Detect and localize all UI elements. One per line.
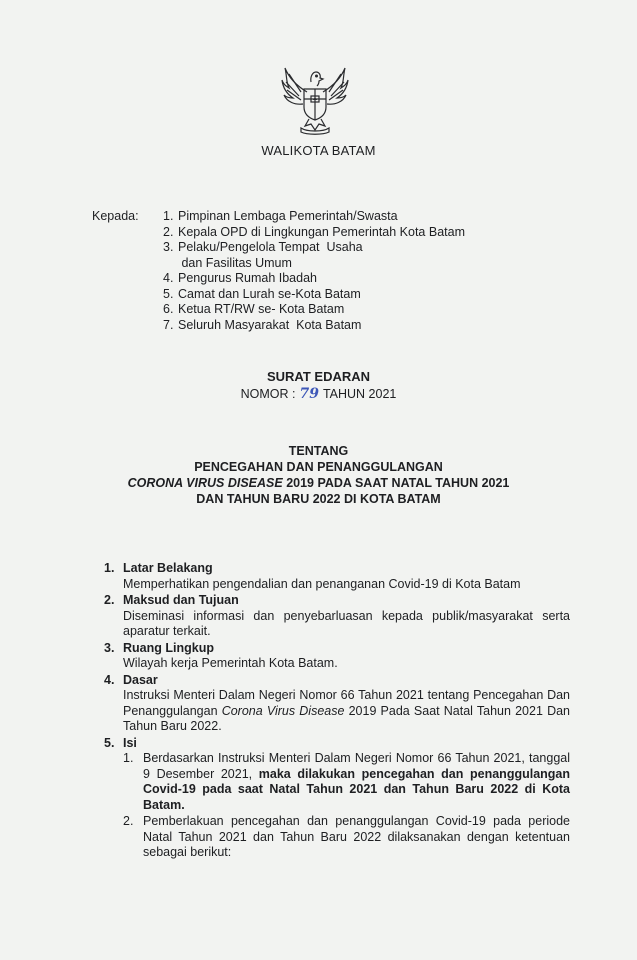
section-heading: Latar Belakang (123, 561, 213, 575)
kepada-label: Kepada: (92, 209, 139, 223)
tentang-heading: TENTANG (288, 444, 349, 458)
list-item: 4. Pengurus Rumah Ibadah (163, 271, 317, 285)
list-item: 2. Kepala OPD di Lingkungan Pemerintah Kota Batam (163, 224, 465, 239)
nomor-value: 79 (299, 386, 319, 402)
section-text: Instruksi Menteri Dalam Negeri Nomor 66 Tahun 2021 tentang Pencegahan Dan Penanggulangan Corona Virus Disease 2019 Pada Saat Natal Tahun 2021 Dan Tahun Baru 2022. (123, 688, 571, 733)
list-item: 1. Berdasarkan Instruksi Menteri Dalam Negeri Nomor 66 Tahun 2021, tanggal 9 Desember 2021, maka dilakukan pencegahan dan penanggulangan Covid-19 pada saat Natal Tahun 2021 dan Tahun Baru 2022 di Kota Batam. (123, 751, 571, 812)
surat-nomor (0, 386, 637, 402)
section-text: Diseminasi informasi dan penyebarluasan kepada publik/masyarakat serta aparatur terkait. (123, 608, 570, 638)
section-heading: Ruang Lingkup (123, 640, 214, 655)
tahun-label: TAHUN 2021 (322, 387, 397, 401)
section-maksud-tujuan: 2. Maksud dan Tujuan Diseminasi informasi dan penyebarluasan kepada publik/masyarakat serta aparatur terkait. (104, 593, 570, 638)
section-heading: Dasar (123, 672, 158, 687)
content-sections (104, 561, 570, 861)
tentang-block (0, 443, 637, 507)
section-heading: Maksud dan Tujuan (123, 593, 239, 607)
tentang-line-1: PENCEGAHAN DAN PENANGGULANGAN (194, 460, 443, 474)
section-dasar: 4. Dasar Instruksi Menteri Dalam Negeri Nomor 66 Tahun 2021 tentang Pencegahan Dan Penanggulangan Corona Virus Disease 2019 Pada Saat Natal Tahun 2021 Dan Tahun Baru 2022. (104, 672, 571, 733)
section-ruang-lingkup: 3. Ruang Lingkup Wilayah kerja Pemerintah Kota Batam. (104, 641, 570, 672)
page-title: WALIKOTA BATAM (261, 143, 376, 158)
recipient-list (163, 209, 465, 333)
tentang-line-3: DAN TAHUN BARU 2022 DI KOTA BATAM (196, 492, 441, 506)
section-heading: Isi (123, 735, 137, 750)
list-item: dan Fasilitas Umum (178, 255, 292, 270)
section-isi: 5. Isi 1. Berdasarkan Instruksi Menteri Dalam Negeri Nomor 66 Tahun 2021, tanggal 9 Desember 2021, maka dilakukan pencegahan dan penanggulangan Covid-19 pada saat Natal Tahun 2021 dan Tahun Baru 2022 di Kota Batam. 2. Pemberlakuan pencegahan dan penanggulangan Covid-19 pada periode Natal Tahun 2021 dan Tahun Baru 2022 dilaksanakan dengan ketentuan sebagai berikut: (104, 735, 571, 859)
section-latar-belakang: 1. Latar Belakang Memperhatikan pengendalian dan penanganan Covid-19 di Kota Batam (104, 561, 570, 592)
garuda-emblem-icon (277, 62, 353, 138)
section-text: Wilayah kerja Pemerintah Kota Batam. (123, 656, 338, 670)
list-item: 1. Pimpinan Lembaga Pemerintah/Swasta (163, 209, 398, 223)
list-item: 3. Pelaku/Pengelola Tempat Usaha (163, 240, 363, 254)
surat-edaran-title: SURAT EDARAN (266, 369, 371, 384)
section-text: Memperhatikan pengendalian dan penanganan Covid-19 di Kota Batam (123, 576, 521, 591)
list-item: 7. Seluruh Masyarakat Kota Batam (163, 317, 362, 332)
tentang-line-2: CORONA VIRUS DISEASE 2019 PADA SAAT NATAL TAHUN 2021 (127, 476, 510, 490)
list-item: 6. Ketua RT/RW se- Kota Batam (163, 302, 345, 316)
nomor-label: NOMOR : (240, 387, 296, 401)
list-item: 5. Camat dan Lurah se-Kota Batam (163, 286, 361, 301)
list-item: 2. Pemberlakuan pencegahan dan penanggulangan Covid-19 pada periode Natal Tahun 2021 dan Tahun Baru 2022 dilaksanakan dengan ketentuan sebagai berikut: (123, 814, 570, 859)
